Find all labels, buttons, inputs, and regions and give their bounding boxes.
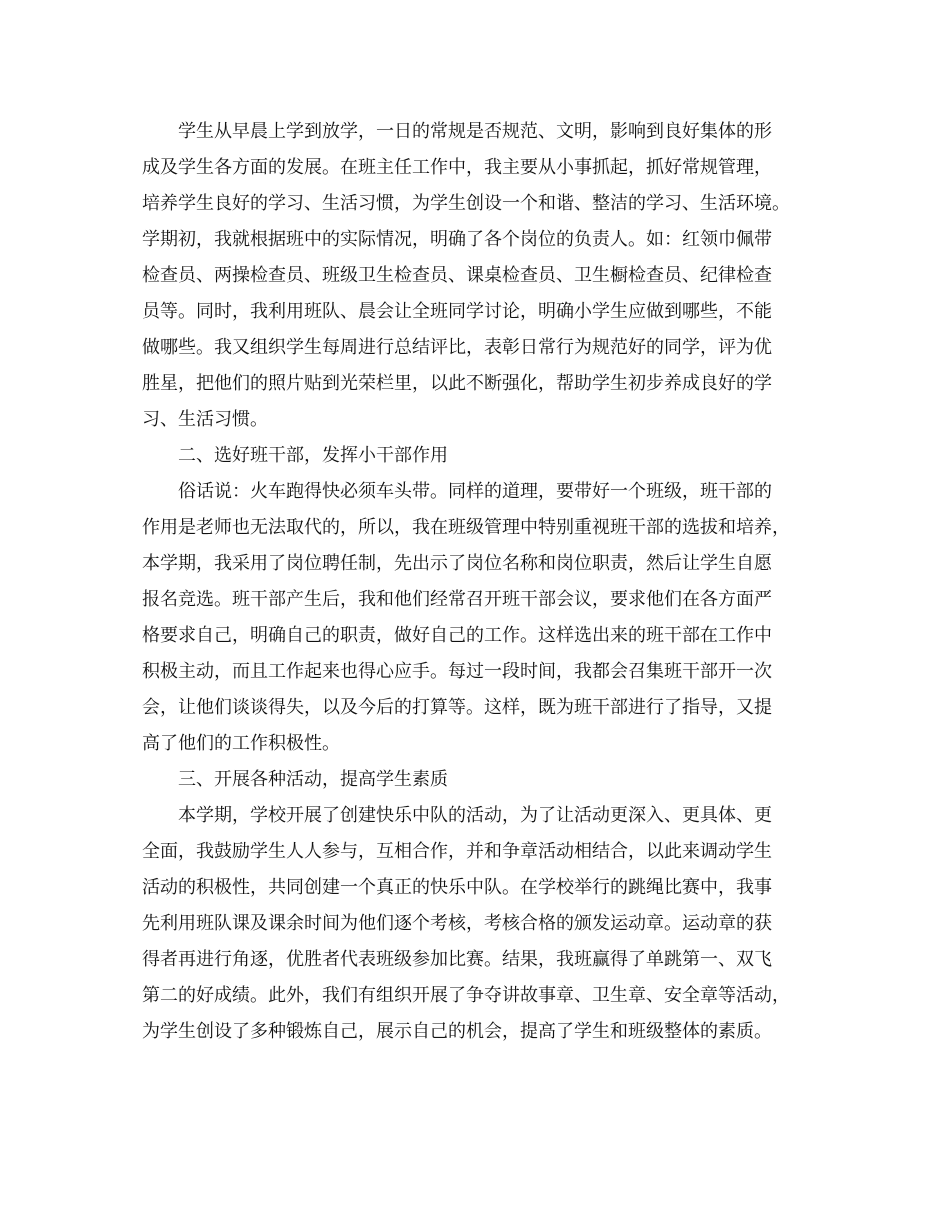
paragraph-line: 本学期，学校开展了创建快乐中队的活动，为了让活动更深入、更具体、更 [178,805,772,826]
paragraph-line: 员等。同时，我利用班队、晨会让全班同学讨论，明确小学生应做到哪些，不能 [142,301,772,322]
paragraph-line: 高了他们的工作积极性。 [142,733,340,754]
document-body [142,114,802,1050]
paragraph-line: 胜星，把他们的照片贴到光荣栏里，以此不断强化，帮助学生初步养成良好的学 [142,373,772,394]
paragraph-line: 先利用班队课及课余时间为他们逐个考核，考核合格的颁发运动章。运动章的获 [142,913,772,934]
paragraph [142,798,802,1050]
paragraph-line: 得者再进行角逐，优胜者代表班级参加比赛。结果，我班赢得了单跳第一、双飞 [142,949,772,970]
paragraph-line: 报名竞选。班干部产生后，我和他们经常召开班干部会议，要求他们在各方面严 [142,589,772,610]
paragraph-line: 学期初，我就根据班中的实际情况，明确了各个岗位的负责人。如：红领巾佩带 [142,229,772,250]
paragraph-line: 俗话说：火车跑得快必须车头带。同样的道理，要带好一个班级，班干部的 [178,481,772,502]
paragraph-line: 第二的好成绩。此外，我们有组织开展了争夺讲故事章、卫生章、安全章等活动， [142,985,790,1006]
paragraph-line: 本学期，我采用了岗位聘任制，先出示了岗位名称和岗位职责，然后让学生自愿 [142,553,772,574]
paragraph-line: 检查员、两操检查员、班级卫生检查员、课桌检查员、卫生橱检查员、纪律检查 [142,265,772,286]
section-heading [142,762,802,798]
paragraph-line: 会，让他们谈谈得失，以及今后的打算等。这样，既为班干部进行了指导，又提 [142,697,772,718]
paragraph-line: 习、生活习惯。 [142,409,268,430]
section-heading [142,438,802,474]
paragraph-line: 作用是老师也无法取代的，所以，我在班级管理中特别重视班干部的选拔和培养， [142,517,790,538]
paragraph-line: 为学生创设了多种锻炼自己，展示自己的机会，提高了学生和班级整体的素质。 [142,1021,772,1042]
paragraph-line: 全面，我鼓励学生人人参与，互相合作，并和争章活动相结合，以此来调动学生 [142,841,772,862]
paragraph-line: 学生从早晨上学到放学，一日的常规是否规范、文明，影响到良好集体的形 [178,121,772,142]
paragraph-line: 成及学生各方面的发展。在班主任工作中，我主要从小事抓起，抓好常规管理， [142,157,772,178]
paragraph-line: 活动的积极性，共同创建一个真正的快乐中队。在学校举行的跳绳比赛中，我事 [142,877,772,898]
paragraph-line: 积极主动，而且工作起来也得心应手。每过一段时间，我都会召集班干部开一次 [142,661,772,682]
paragraph-line: 格要求自己，明确自己的职责，做好自己的工作。这样选出来的班干部在工作中 [142,625,772,646]
heading-text: 三、开展各种活动，提高学生素质 [178,769,448,790]
paragraph-line: 培养学生良好的学习、生活习惯，为学生创设一个和谐、整洁的学习、生活环境。 [142,193,790,214]
heading-text: 二、选好班干部，发挥小干部作用 [178,445,448,466]
paragraph [142,114,802,438]
paragraph-line: 做哪些。我又组织学生每周进行总结评比，表彰日常行为规范好的同学，评为优 [142,337,772,358]
paragraph [142,474,802,762]
